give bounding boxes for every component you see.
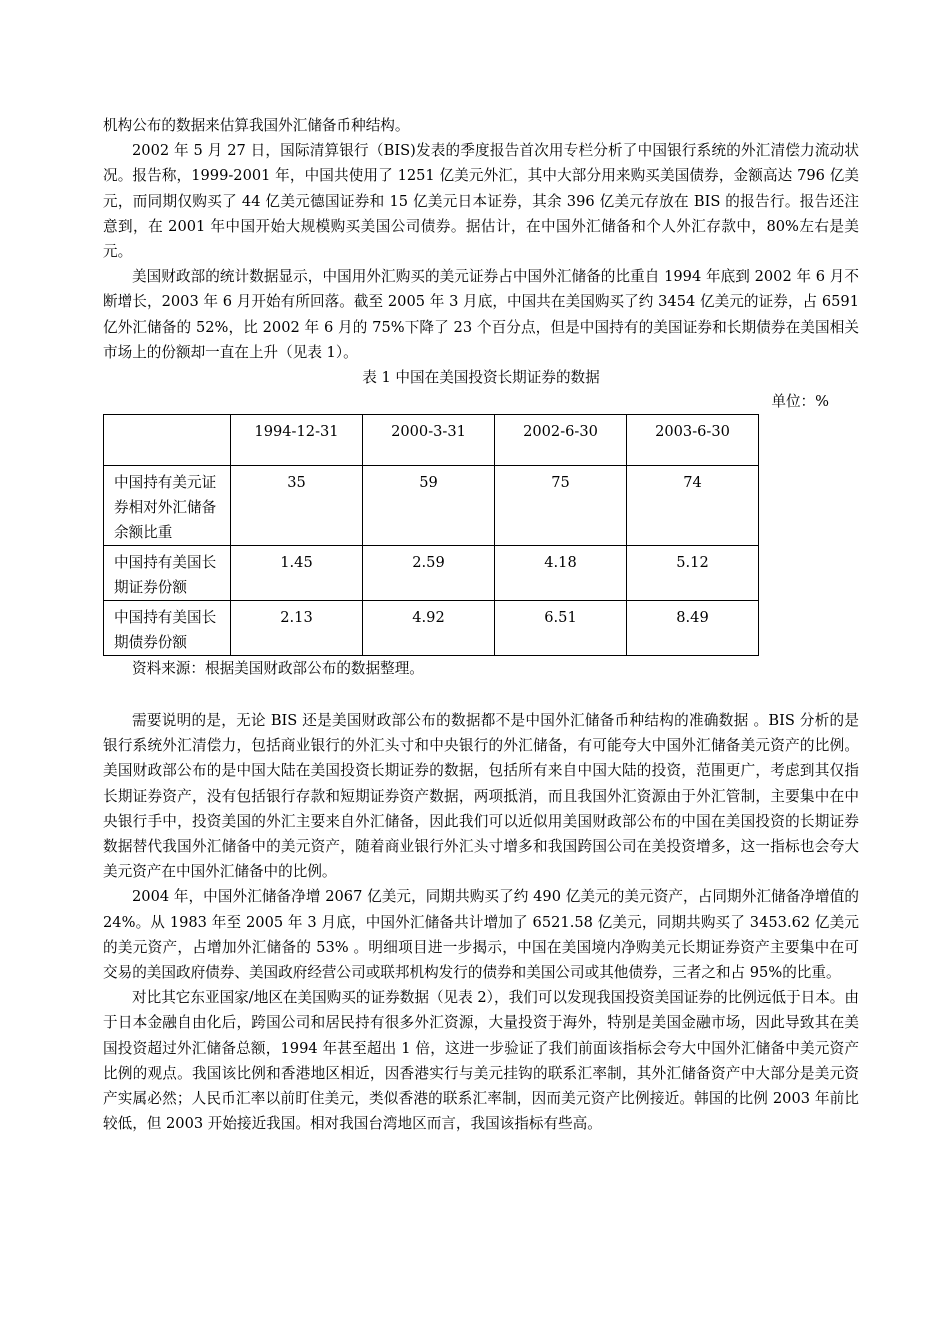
table-cell: 74 bbox=[627, 466, 759, 546]
table-row bbox=[104, 546, 759, 601]
table-cell: 8.49 bbox=[627, 601, 759, 656]
table-header-cell: 2003-6-30 bbox=[627, 415, 759, 466]
table-cell: 59 bbox=[363, 466, 495, 546]
table-cell: 75 bbox=[495, 466, 627, 546]
document-page bbox=[103, 113, 859, 1136]
paragraph-2: 美国财政部的统计数据显示，中国用外汇购买的美元证券占中国外汇储备的比重自 1994 年底到 2002 年 6 月不断增长，2003 年 6 月开始有所回落。截至 2005 年 3 月底，中国共在美国购买了约 3454 亿美元的证券，占 6591 亿外汇储备的 52%，比 2002 年 6 月的 75%下降了 23 个百分点，但是中国持有的美国证券和长期债券在美国相关市场上的份额却一直在上升（见表 1）。 bbox=[103, 268, 859, 361]
paragraph-5: 对比其它东亚国家/地区在美国购买的证券数据（见表 2），我们可以发现我国投资美国证券的比例远低于日本。由于日本金融自由化后，跨国公司和居民持有很多外汇资源，大量投资于海外，特别是美国金融市场，因此导致其在美国投资超过外汇储备总额，1994 年甚至超出 1 倍，这进一步验证了我们前面该指标会夸大中国外汇储备中美元资产比例的观点。我国该比例和香港地区相近，因香港实行与美元挂钩的联系汇率制，其外汇储备资产中大部分是美元资产实属必然；人民币汇率以前盯住美元，类似香港的联系汇率制，因而美元资产比例接近。韩国的比例 2003 年前比较低，但 2003 开始接近我国。相对我国台湾地区而言，我国该指标有些高。 bbox=[103, 989, 859, 1133]
table-header-cell bbox=[104, 415, 231, 466]
table-row bbox=[104, 601, 759, 656]
row-label: 中国持有美国长期债券份额 bbox=[104, 601, 231, 656]
paragraph-1: 2002 年 5 月 27 日，国际清算银行（BIS)发表的季度报告首次用专栏分析了中国银行系统的外汇清偿力流动状况。报告称，1999-2001 年，中国共使用了 1251 亿美元外汇，其中大部分用来购买美国债券，金额高达 796 亿美元，而同期仅购买了 44 亿美元德国证券和 15 亿美元日本证券，其余 396 亿美元存放在 BIS 的报告行。报告还注意到，在 2001 年中国开始大规模购买美国公司债券。据估计，在中国外汇储备和个人外汇存款中，80%左右是美元。 bbox=[103, 142, 859, 261]
table-cell: 4.92 bbox=[363, 601, 495, 656]
table-caption: 表 1 中国在美国投资长期证券的数据 bbox=[362, 369, 600, 387]
table-header-cell: 1994-12-31 bbox=[231, 415, 363, 466]
table-cell: 2.13 bbox=[231, 601, 363, 656]
table-header-cell: 2000-3-31 bbox=[363, 415, 495, 466]
table-row bbox=[104, 466, 759, 546]
spacer bbox=[103, 681, 859, 708]
table-header-row bbox=[104, 415, 759, 466]
table-unit: 单位：% bbox=[771, 393, 829, 411]
table-source: 资料来源：根据美国财政部公布的数据整理。 bbox=[132, 660, 424, 678]
table-cell: 35 bbox=[231, 466, 363, 546]
paragraph-0: 机构公布的数据来估算我国外汇储备币种结构。 bbox=[103, 117, 410, 134]
table-cell: 2.59 bbox=[363, 546, 495, 601]
table-cell: 5.12 bbox=[627, 546, 759, 601]
table-header-cell: 2002-6-30 bbox=[495, 415, 627, 466]
table-cell: 4.18 bbox=[495, 546, 627, 601]
table-cell: 6.51 bbox=[495, 601, 627, 656]
paragraph-3: 需要说明的是，无论 BIS 还是美国财政部公布的数据都不是中国外汇储备币种结构的准确数据 。BIS 分析的是银行系统外汇清偿力，包括商业银行的外汇头寸和中央银行的外汇储备，有可能夸大中国外汇储备美元资产的比例。美国财政部公布的是中国大陆在美国投资长期证券的数据，包括所有来自中国大陆的投资，范围更广，考虑到其仅指长期证券资产，没有包括银行存款和短期证券资产数据，两项抵消，而且我国外汇资源由于外汇管制，主要集中在中央银行手中，投资美国的外汇主要来自外汇储备，因此我们可以近似用美国财政部公布的中国在美国投资的长期证券数据替代我国外汇储备中的美元资产，随着商业银行外汇头寸增多和我国跨国公司在美投资增多，这一指标也会夸大美元资产在中国外汇储备中的比例。 bbox=[103, 712, 859, 881]
table-cell: 1.45 bbox=[231, 546, 363, 601]
row-label: 中国持有美元证券相对外汇储备余额比重 bbox=[104, 466, 231, 546]
data-table bbox=[103, 414, 759, 656]
row-label: 中国持有美国长期证券份额 bbox=[104, 546, 231, 601]
paragraph-4: 2004 年，中国外汇储备净增 2067 亿美元，同期共购买了约 490 亿美元的美元资产，占同期外汇储备净增值的 24%。从 1983 年至 2005 年 3 月底，中国外汇储备共计增加了 6521.58 亿美元，同期共购买了 3453.62 亿美元的美元资产，占增加外汇储备的 53% 。明细项目进一步揭示，中国在美国境内净购美元长期证券资产主要集中在可交易的美国政府债券、美国政府经营公司或联邦机构发行的债券和美国公司或其他债券，三者之和占 95%的比重。 bbox=[103, 888, 859, 982]
